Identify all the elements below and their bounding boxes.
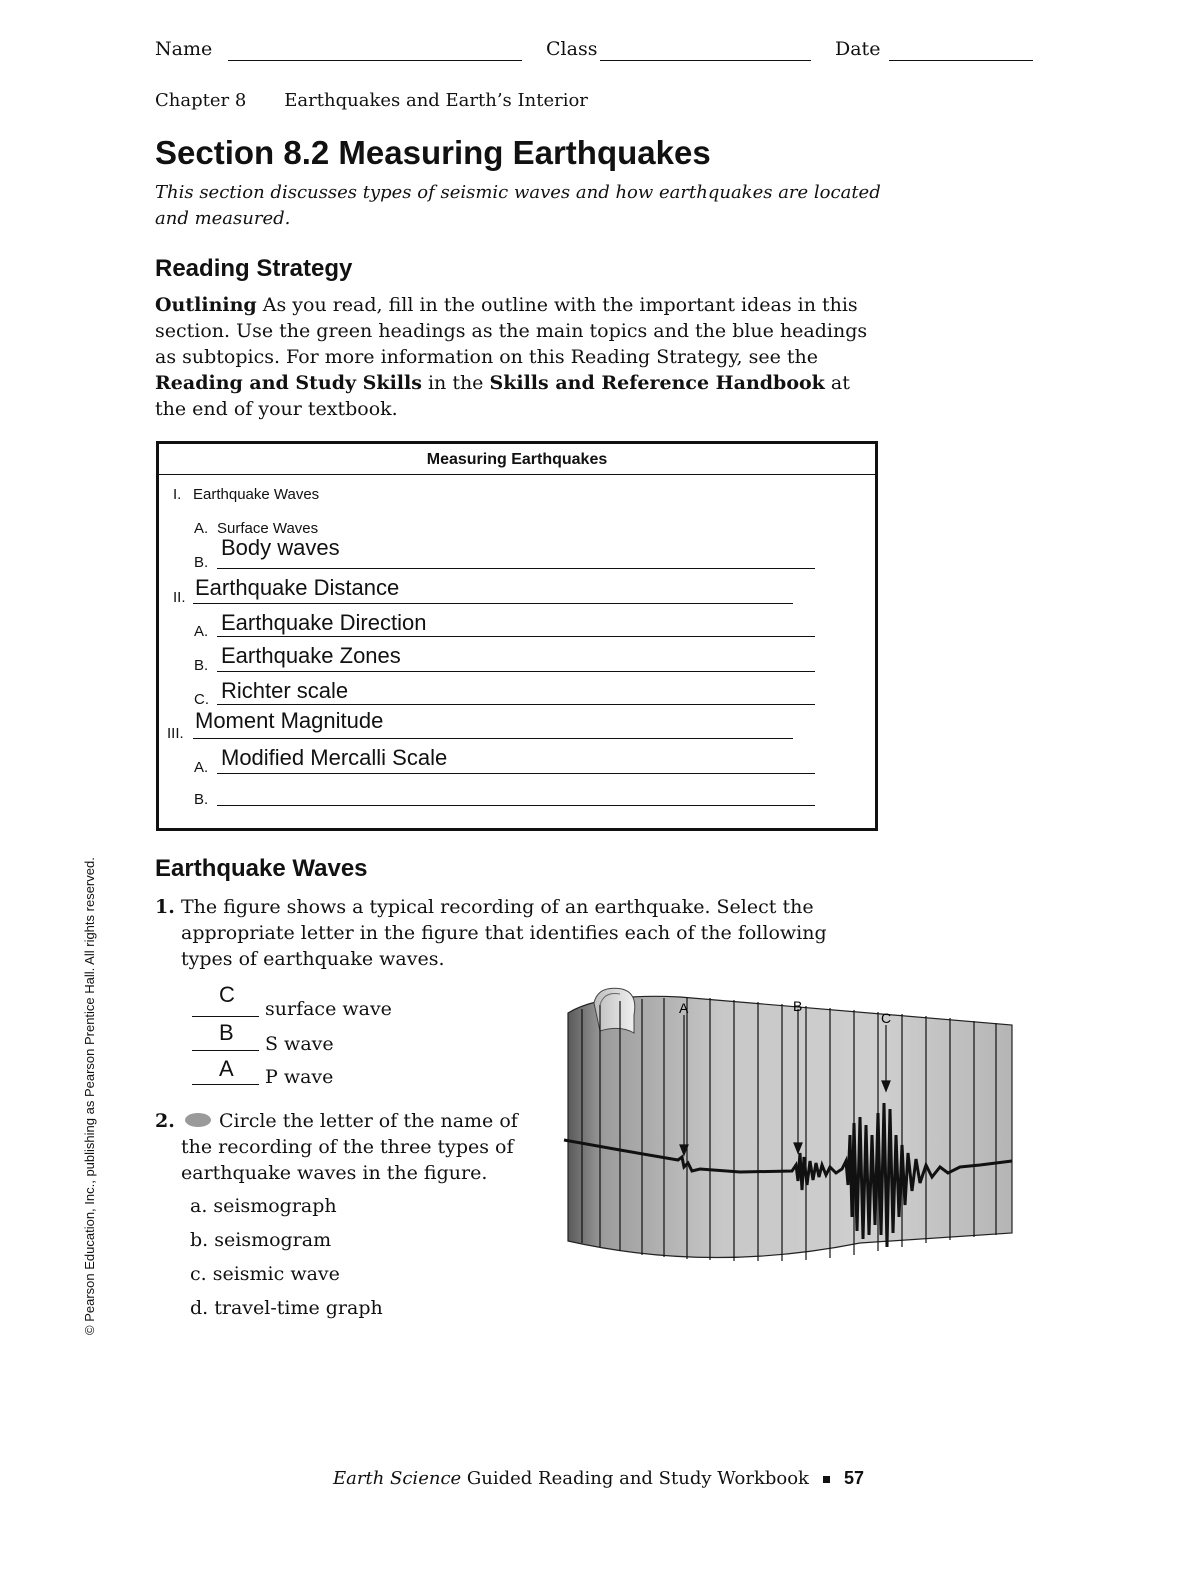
outline-line-10 [217,805,815,806]
outline-line-5 [217,636,815,637]
earthquake-waves-heading: Earthquake Waves [155,855,368,882]
outline-line-3 [217,568,815,569]
outline-line-6 [217,671,815,672]
class-label: Class [546,38,598,60]
footer-book-rest: Guided Reading and Study Workbook [461,1468,809,1489]
outline-text-2: Surface Waves [217,520,319,537]
outline-marker-10: B. [194,791,209,808]
figure-label-c: C [881,1010,892,1026]
reading-strategy-heading: Reading Strategy [155,255,353,282]
figure-label-b: B [793,998,803,1014]
question-1-number: 1. [155,896,175,918]
outline-answer-7[interactable]: Richter scale [221,678,349,703]
outline-line-7 [217,704,815,705]
choice-b[interactable]: b. seismogram [190,1229,332,1251]
outline-line-9 [217,773,815,774]
question-1 [155,894,865,972]
page-number: 57 [843,1468,864,1488]
chapter-heading [155,90,588,111]
strategy-text-2: in the [421,372,490,394]
outline-answer-5[interactable]: Earthquake Direction [221,610,427,635]
question-2-text: Circle the letter of the name of the recording of the three types of earthquake waves in the figure. [181,1110,518,1184]
outline-marker-8: III. [167,725,184,742]
match-answer-surface[interactable]: C [219,982,235,1007]
outline-marker-3: B. [194,554,209,571]
section-title: Section 8.2 Measuring Earthquakes [155,134,711,171]
choice-a[interactable]: a. seismograph [190,1195,337,1217]
outline-marker-2: A. [194,520,209,537]
strategy-text-1: As you read, fill in the outline with the important ideas in this section. Use the green headings as the main topics and the blue headings as subtopics. For more information on this Reading Strategy, see the [155,294,868,368]
question-2 [155,1108,535,1186]
section-intro: This section discusses types of seismic waves and how earthquakes are located and measured. [155,182,881,229]
outline-text-1: Earthquake Waves [193,486,320,503]
outline-marker-9: A. [194,759,209,776]
outline-marker-7: C. [194,691,209,708]
match-label-p: P wave [265,1066,334,1088]
page-footer [333,1468,864,1489]
outlining-lead: Outlining [155,294,257,316]
match-label-surface: surface wave [265,998,392,1020]
match-line-surface [192,1016,259,1017]
copyright-notice: © Pearson Education, Inc., publishing as Pearson Prentice Hall. All rights reserved. [82,857,97,1335]
outline-marker-4: II. [173,589,186,606]
outline-title: Measuring Earthquakes [159,444,875,475]
strategy-bold-2: Skills and Reference Handbook [489,372,825,394]
outline-answer-6[interactable]: Earthquake Zones [221,643,401,668]
outline-box [156,441,878,831]
footer-bullet-icon [823,1476,830,1483]
match-answer-s[interactable]: B [219,1020,234,1045]
question-2-number: 2. [155,1110,175,1132]
name-field[interactable] [228,60,522,61]
outline-marker-5: A. [194,623,209,640]
math-skill-icon [185,1113,211,1127]
choice-d[interactable]: d. travel-time graph [190,1297,383,1319]
match-line-s [192,1050,259,1051]
strategy-bold-1: Reading and Study Skills [155,372,422,394]
outline-answer-3[interactable]: Body waves [221,535,340,560]
outline-answer-8[interactable]: Moment Magnitude [195,708,384,733]
outline-marker-6: B. [194,657,209,674]
choice-c[interactable]: c. seismic wave [190,1263,340,1285]
chapter-title: Earthquakes and Earth’s Interior [284,90,588,111]
reading-strategy-paragraph [155,292,885,422]
match-line-p [192,1084,259,1085]
chapter-number: Chapter 8 [155,90,247,111]
class-field[interactable] [600,60,811,61]
strategy-text-3: at the end of your textbook. [155,372,850,420]
name-label: Name [155,38,213,60]
date-field[interactable] [889,60,1033,61]
date-label: Date [835,38,881,60]
outline-line-8 [193,738,793,739]
seismogram-figure [560,985,1020,1285]
figure-label-a: A [679,1000,689,1016]
footer-book-italic: Earth Science [333,1468,462,1489]
match-answer-p[interactable]: A [219,1056,234,1081]
outline-marker-1: I. [173,486,182,503]
match-label-s: S wave [265,1033,334,1055]
outline-line-4 [193,603,793,604]
outline-answer-9[interactable]: Modified Mercalli Scale [221,745,448,770]
question-1-text: The figure shows a typical recording of an earthquake. Select the appropriate letter in the figure that identifies each of the following types of earthquake waves. [181,896,827,970]
outline-answer-4[interactable]: Earthquake Distance [195,575,400,600]
